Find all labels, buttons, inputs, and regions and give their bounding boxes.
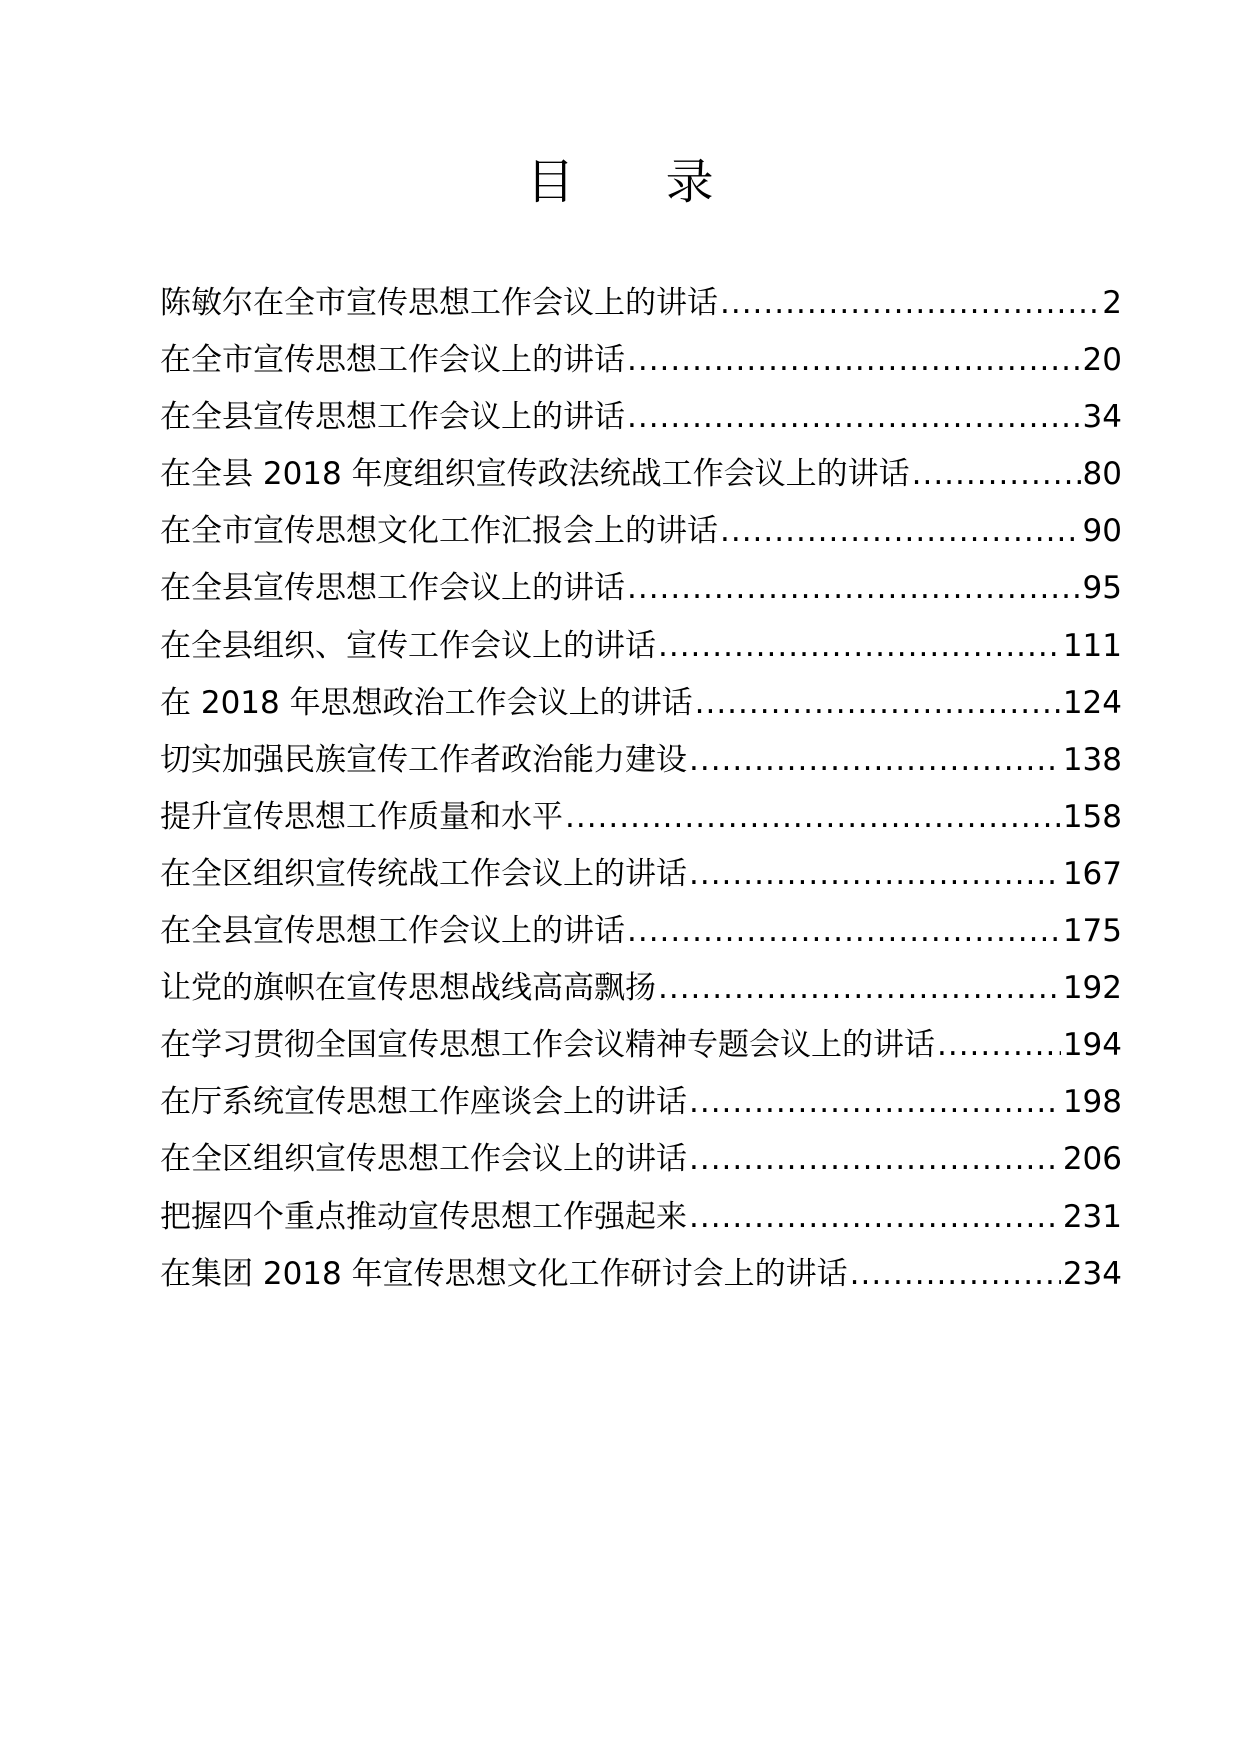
toc-entry[interactable]: [160, 560, 1122, 617]
toc-entry-title: 在全区组织宣传统战工作会议上的讲话: [160, 855, 687, 892]
toc-entry[interactable]: [160, 1189, 1122, 1246]
toc-leader-dots: [627, 332, 1081, 389]
toc-entry-page: 206: [1062, 1141, 1122, 1178]
toc-leader-dots: [720, 275, 1100, 332]
toc-entry[interactable]: [160, 846, 1122, 903]
toc-entry-page: 231: [1062, 1198, 1122, 1235]
toc-entry[interactable]: [160, 675, 1122, 732]
toc-leader-dots: [720, 503, 1081, 560]
toc-entry[interactable]: [160, 332, 1122, 389]
toc-entry-title: 在学习贯彻全国宣传思想工作会议精神专题会议上的讲话: [160, 1027, 935, 1064]
toc-entry-title: 在全县组织、宣传工作会议上的讲话: [160, 627, 656, 664]
toc-leader-dots: [627, 560, 1081, 617]
toc-entry-page: 34: [1082, 399, 1122, 436]
toc-entry-page: 111: [1062, 627, 1122, 664]
toc-title: 目 录: [526, 154, 752, 210]
toc-entry[interactable]: [160, 732, 1122, 789]
toc-entry-page: 175: [1062, 913, 1122, 950]
toc-entry[interactable]: [160, 446, 1122, 503]
toc-leader-dots: [689, 1074, 1061, 1131]
toc-entry-page: 198: [1062, 1084, 1122, 1121]
toc-entry-title: 在全县 2018 年度组织宣传政法统战工作会议上的讲话: [160, 456, 910, 493]
toc-entry-title: 在全区组织宣传思想工作会议上的讲话: [160, 1141, 687, 1178]
toc-entry-page: 2: [1102, 285, 1122, 321]
toc-leader-dots: [937, 1017, 1061, 1074]
toc-entry-title: 在 2018 年思想政治工作会议上的讲话: [160, 684, 693, 721]
toc-leader-dots: [689, 732, 1061, 789]
toc-entry-title: 在全市宣传思想文化工作汇报会上的讲话: [160, 513, 718, 550]
toc-entry-page: 158: [1062, 798, 1122, 835]
toc-leader-dots: [689, 1189, 1061, 1246]
toc-entry-title: 提升宣传思想工作质量和水平: [160, 798, 563, 835]
toc-leader-dots: [689, 846, 1061, 903]
toc-entry-title: 在全县宣传思想工作会议上的讲话: [160, 399, 625, 436]
toc-entry[interactable]: [160, 389, 1122, 446]
toc-leader-dots: [689, 1131, 1061, 1188]
table-of-contents: [160, 275, 1122, 1303]
toc-entry[interactable]: [160, 618, 1122, 675]
toc-entry[interactable]: [160, 960, 1122, 1017]
toc-entry[interactable]: [160, 1246, 1122, 1303]
toc-entry-page: 234: [1062, 1255, 1122, 1292]
toc-leader-dots: [912, 446, 1081, 503]
toc-leader-dots: [695, 675, 1061, 732]
toc-entry[interactable]: [160, 903, 1122, 960]
toc-entry-title: 在厅系统宣传思想工作座谈会上的讲话: [160, 1084, 687, 1121]
toc-entry-title: 在全市宣传思想工作会议上的讲话: [160, 342, 625, 379]
toc-leader-dots: [627, 903, 1061, 960]
toc-entry[interactable]: [160, 1074, 1122, 1131]
toc-entry-page: 192: [1062, 970, 1122, 1007]
toc-entry-title: 切实加强民族宣传工作者政治能力建设: [160, 741, 687, 778]
toc-entry-title: 在全县宣传思想工作会议上的讲话: [160, 913, 625, 950]
toc-entry[interactable]: [160, 789, 1122, 846]
toc-entry-title: 在集团 2018 年宣传思想文化工作研讨会上的讲话: [160, 1255, 848, 1292]
toc-entry-page: 194: [1062, 1027, 1122, 1064]
toc-entry-title: 在全县宣传思想工作会议上的讲话: [160, 570, 625, 607]
toc-leader-dots: [658, 960, 1061, 1017]
toc-entry[interactable]: [160, 1017, 1122, 1074]
toc-entry-title: 让党的旗帜在宣传思想战线高高飘扬: [160, 970, 656, 1007]
toc-entry-title: 把握四个重点推动宣传思想工作强起来: [160, 1198, 687, 1235]
toc-entry-page: 20: [1082, 342, 1122, 379]
toc-entry[interactable]: [160, 1131, 1122, 1188]
toc-entry-page: 167: [1062, 855, 1122, 892]
toc-leader-dots: [658, 618, 1061, 675]
toc-entry-page: 90: [1082, 513, 1122, 550]
toc-entry-page: 80: [1082, 456, 1122, 493]
toc-leader-dots: [850, 1246, 1061, 1303]
toc-entry[interactable]: [160, 503, 1122, 560]
toc-leader-dots: [565, 789, 1061, 846]
toc-leader-dots: [627, 389, 1081, 446]
toc-entry-page: 95: [1082, 570, 1122, 607]
toc-entry-title: 陈敏尔在全市宣传思想工作会议上的讲话: [160, 285, 718, 321]
toc-entry[interactable]: [160, 275, 1122, 332]
toc-entry-page: 124: [1062, 684, 1122, 721]
toc-entry-page: 138: [1062, 741, 1122, 778]
